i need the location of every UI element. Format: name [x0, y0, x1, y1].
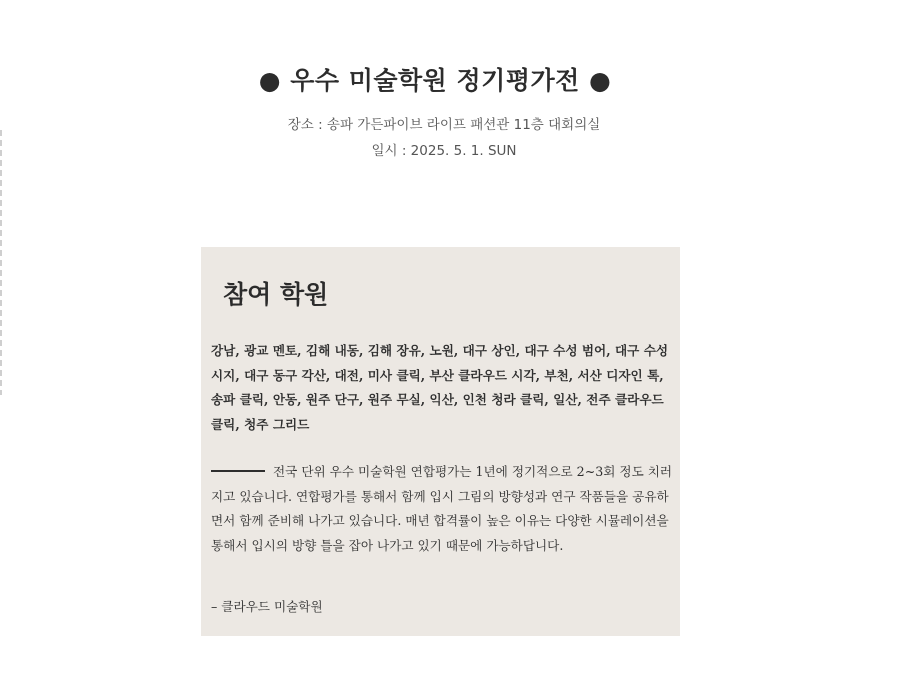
event-place: 장소 : 송파 가든파이브 라이프 패션관 11층 대회의실 [287, 117, 601, 133]
event-date: 일시 : 2025. 5. 1. SUN [371, 143, 517, 159]
page-title: ● 우수 미술학원 정기평가전 ● [258, 65, 612, 95]
description-text: 전국 단위 우수 미술학원 연합평가는 1년에 정기적으로 2~3회 정도 치러지고 있습니다. 연합평가를 통해서 함께 입시 그림의 방향성과 연구 작품들을 공유하면서 함께 준비해 나가고 있습니다. 매년 합격률이 높은 이유는 다양한 시뮬레이션을 통해서 입시의 방향 틀을 잡아 나가고 있기 때문에 가능하답니다. [211, 464, 673, 553]
participating-academies-card [201, 247, 680, 636]
card-title: 참여 학원 [223, 280, 329, 309]
signature: – 클라우드 미술학원 [211, 599, 323, 614]
description-paragraph [211, 460, 673, 558]
left-edge-border [0, 130, 2, 395]
academy-list: 강남, 광교 멘토, 김해 내동, 김해 장유, 노원, 대구 상인, 대구 수성 범어, 대구 수성 시지, 대구 동구 각산, 대전, 미사 클릭, 부산 클라우드 시각, 부천, 서산 디자인 톡, 송파 클릭, 안동, 원주 단구, 원주 무실, 익산, 인천 청라 클릭, 일산, 전주 클라우드 클릭, 청주 그리드 [211, 343, 669, 432]
dash-line [211, 470, 265, 472]
